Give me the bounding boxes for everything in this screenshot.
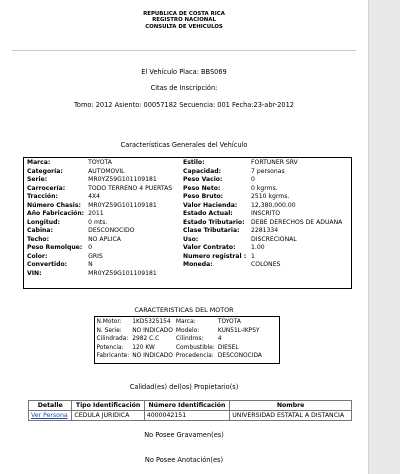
motor-value: 1KD5325154 [132, 319, 171, 325]
general-characteristics-table [25, 159, 350, 278]
motor-table [95, 318, 263, 361]
field-value: DESCONOCIDO [88, 227, 135, 234]
motor-value: 4 [217, 336, 222, 343]
motor-row [95, 327, 263, 336]
general-title: Características Generales del Vehículo [120, 141, 248, 149]
motor-row [95, 335, 263, 344]
field-value: 2011 [88, 210, 104, 217]
field-value: 2510 kgrms. [251, 193, 290, 200]
field-value: 12,380,000.00 [251, 201, 296, 209]
field-label: Valor Contrato: [183, 244, 236, 251]
motor-row [95, 318, 263, 327]
field-label: Serie: [27, 176, 48, 183]
field-label: Moneda: [183, 261, 213, 268]
motor-label: Combustible: [175, 344, 215, 351]
field-label: Uso: [183, 235, 199, 243]
motor-label: N. Serie: [96, 327, 122, 334]
motor-label: Marca: [175, 319, 196, 325]
general-row [25, 244, 350, 253]
general-row [25, 168, 350, 177]
field-value [249, 270, 350, 279]
field-label: Estado Tributario: [183, 218, 245, 226]
field-label: Color: [27, 252, 48, 260]
general-row [25, 159, 350, 168]
anotacion-status: No Posee Anotación(es) [144, 456, 224, 464]
motor-row [95, 352, 263, 361]
gravamen-status: No Posee Gravamen(es) [144, 431, 224, 439]
motor-value: DESCONOCIDA [217, 353, 262, 360]
motor-label: Cilindrada: [96, 336, 129, 343]
field-label: Longitud: [27, 218, 60, 226]
header-registry: REGISTRO NACIONAL [152, 17, 216, 24]
field-label: Numero registral : [183, 252, 247, 260]
general-characteristics-box [23, 157, 352, 289]
owner-id-number: 4000042151 [144, 411, 229, 421]
field-value: 4X4 [88, 193, 101, 200]
general-row [25, 261, 350, 270]
field-label: Número Chasis: [27, 201, 81, 209]
field-label: Peso Bruto: [183, 193, 224, 200]
motor-label: Fabricante: [96, 353, 130, 360]
owners-table [28, 400, 352, 421]
header-country: REPUBLICA DE COSTA RICA [143, 11, 225, 17]
field-value: 1.00 [251, 244, 265, 251]
col-tipo: Tipo Identificación [72, 401, 144, 411]
field-label: Marca: [27, 159, 51, 166]
general-row [25, 210, 350, 219]
field-value: DEBE DERECHOS DE ADUANA [251, 218, 343, 226]
ver-persona-link[interactable]: Ver Persona [31, 412, 68, 419]
field-label: Capacidad: [183, 167, 222, 175]
field-label: Categoría: [27, 167, 63, 175]
field-label: Tracción: [27, 193, 58, 200]
field-value: DISCRECIONAL [251, 235, 297, 243]
motor-label: Procedencia: [175, 353, 214, 360]
general-row [25, 253, 350, 262]
motor-title: CARACTERISTICAS DEL MOTOR [134, 306, 234, 314]
motor-box [94, 316, 280, 364]
motor-label: N.Motor: [96, 319, 122, 325]
field-value: INSCRITO [251, 210, 281, 217]
field-value: TOYOTA [88, 159, 112, 166]
field-value: 2281334 [251, 227, 279, 234]
field-value: 0 mts. [88, 218, 108, 226]
col-numero: Número Identificación [144, 401, 229, 411]
motor-value: TOYOTA [217, 319, 241, 325]
field-label: Carrocería: [27, 184, 66, 192]
general-row [25, 219, 350, 228]
field-value: 0 kgrms. [251, 184, 278, 192]
field-label: VIN: [27, 269, 42, 277]
field-value: 0 [251, 176, 255, 183]
header-query: CONSULTA DE VEHICULOS [145, 23, 223, 30]
general-row [25, 227, 350, 236]
col-nombre: Nombre [230, 401, 352, 411]
field-label: Clase Tributaria: [183, 227, 240, 234]
general-row [25, 185, 350, 194]
field-label: Estado Actual: [183, 210, 233, 217]
field-value: MR0YZ59G101109181 [88, 201, 157, 209]
field-label: Peso Remolque: [27, 244, 83, 251]
report-header [0, 11, 368, 30]
field-label: Cabina: [27, 227, 53, 234]
inscription-label: Citas de Inscripción: [150, 84, 218, 92]
owner-id-type: CEDULA JURIDICA [72, 411, 144, 421]
field-label: Estilo: [183, 159, 205, 166]
general-row [25, 236, 350, 245]
field-label: Peso Neto: [183, 184, 221, 192]
field-value: MR0YZ59G101109181 [88, 176, 157, 183]
general-row [25, 176, 350, 185]
motor-label: Potencia: [96, 344, 124, 351]
motor-value: NO INDICADO [132, 353, 173, 360]
field-value: TODO TERRENO 4 PUERTAS [88, 184, 173, 192]
field-label: Convertido: [27, 261, 68, 268]
motor-label: Modelo: [175, 327, 200, 334]
col-detalle: Detalle [29, 401, 72, 411]
field-label [181, 270, 249, 279]
general-row [25, 202, 350, 211]
general-row [25, 270, 350, 279]
motor-value: 2982 C.C [132, 336, 160, 343]
field-label: Peso Vacio: [183, 176, 223, 183]
motor-value: KUN51L-IKPSY [217, 327, 260, 334]
field-value: N [88, 261, 93, 268]
field-value: 1 [251, 252, 255, 260]
motor-value: DIESEL [217, 344, 239, 351]
field-label: Techo: [27, 235, 50, 243]
owner-name: UNIVERSIDAD ESTATAL A DISTANCIA [230, 411, 352, 421]
field-value: AUTOMOVIL [88, 167, 125, 175]
field-value: 7 personas [251, 167, 285, 175]
field-value: NO APLICA [88, 235, 121, 243]
field-label: Año Fabricación: [27, 210, 85, 217]
vehicle-plate: El Vehículo Placa: BBS069 [141, 68, 227, 76]
field-value: MR0YZ59G101109181 [88, 269, 157, 277]
owner-row [29, 411, 352, 421]
motor-label: Cilindros: [175, 336, 204, 343]
motor-value: NO INDICADO [132, 327, 173, 334]
field-value: GRIS [88, 252, 103, 260]
field-value: FORTUNER SRV [251, 159, 298, 166]
field-value: 0 [88, 244, 93, 251]
inscription-detail: Tomo: 2012 Asiento: 00057182 Secuencia: 001 Fecha:23-abr-2012 [74, 101, 294, 109]
header-divider [12, 50, 356, 51]
owners-title: Calidad(es) del(os) Propietario(s) [129, 383, 239, 391]
motor-row [95, 344, 263, 353]
field-value: COLONES [251, 261, 281, 268]
motor-value: 120 KW [132, 344, 155, 351]
field-label: Valor Hacienda: [183, 201, 238, 209]
general-row [25, 193, 350, 202]
